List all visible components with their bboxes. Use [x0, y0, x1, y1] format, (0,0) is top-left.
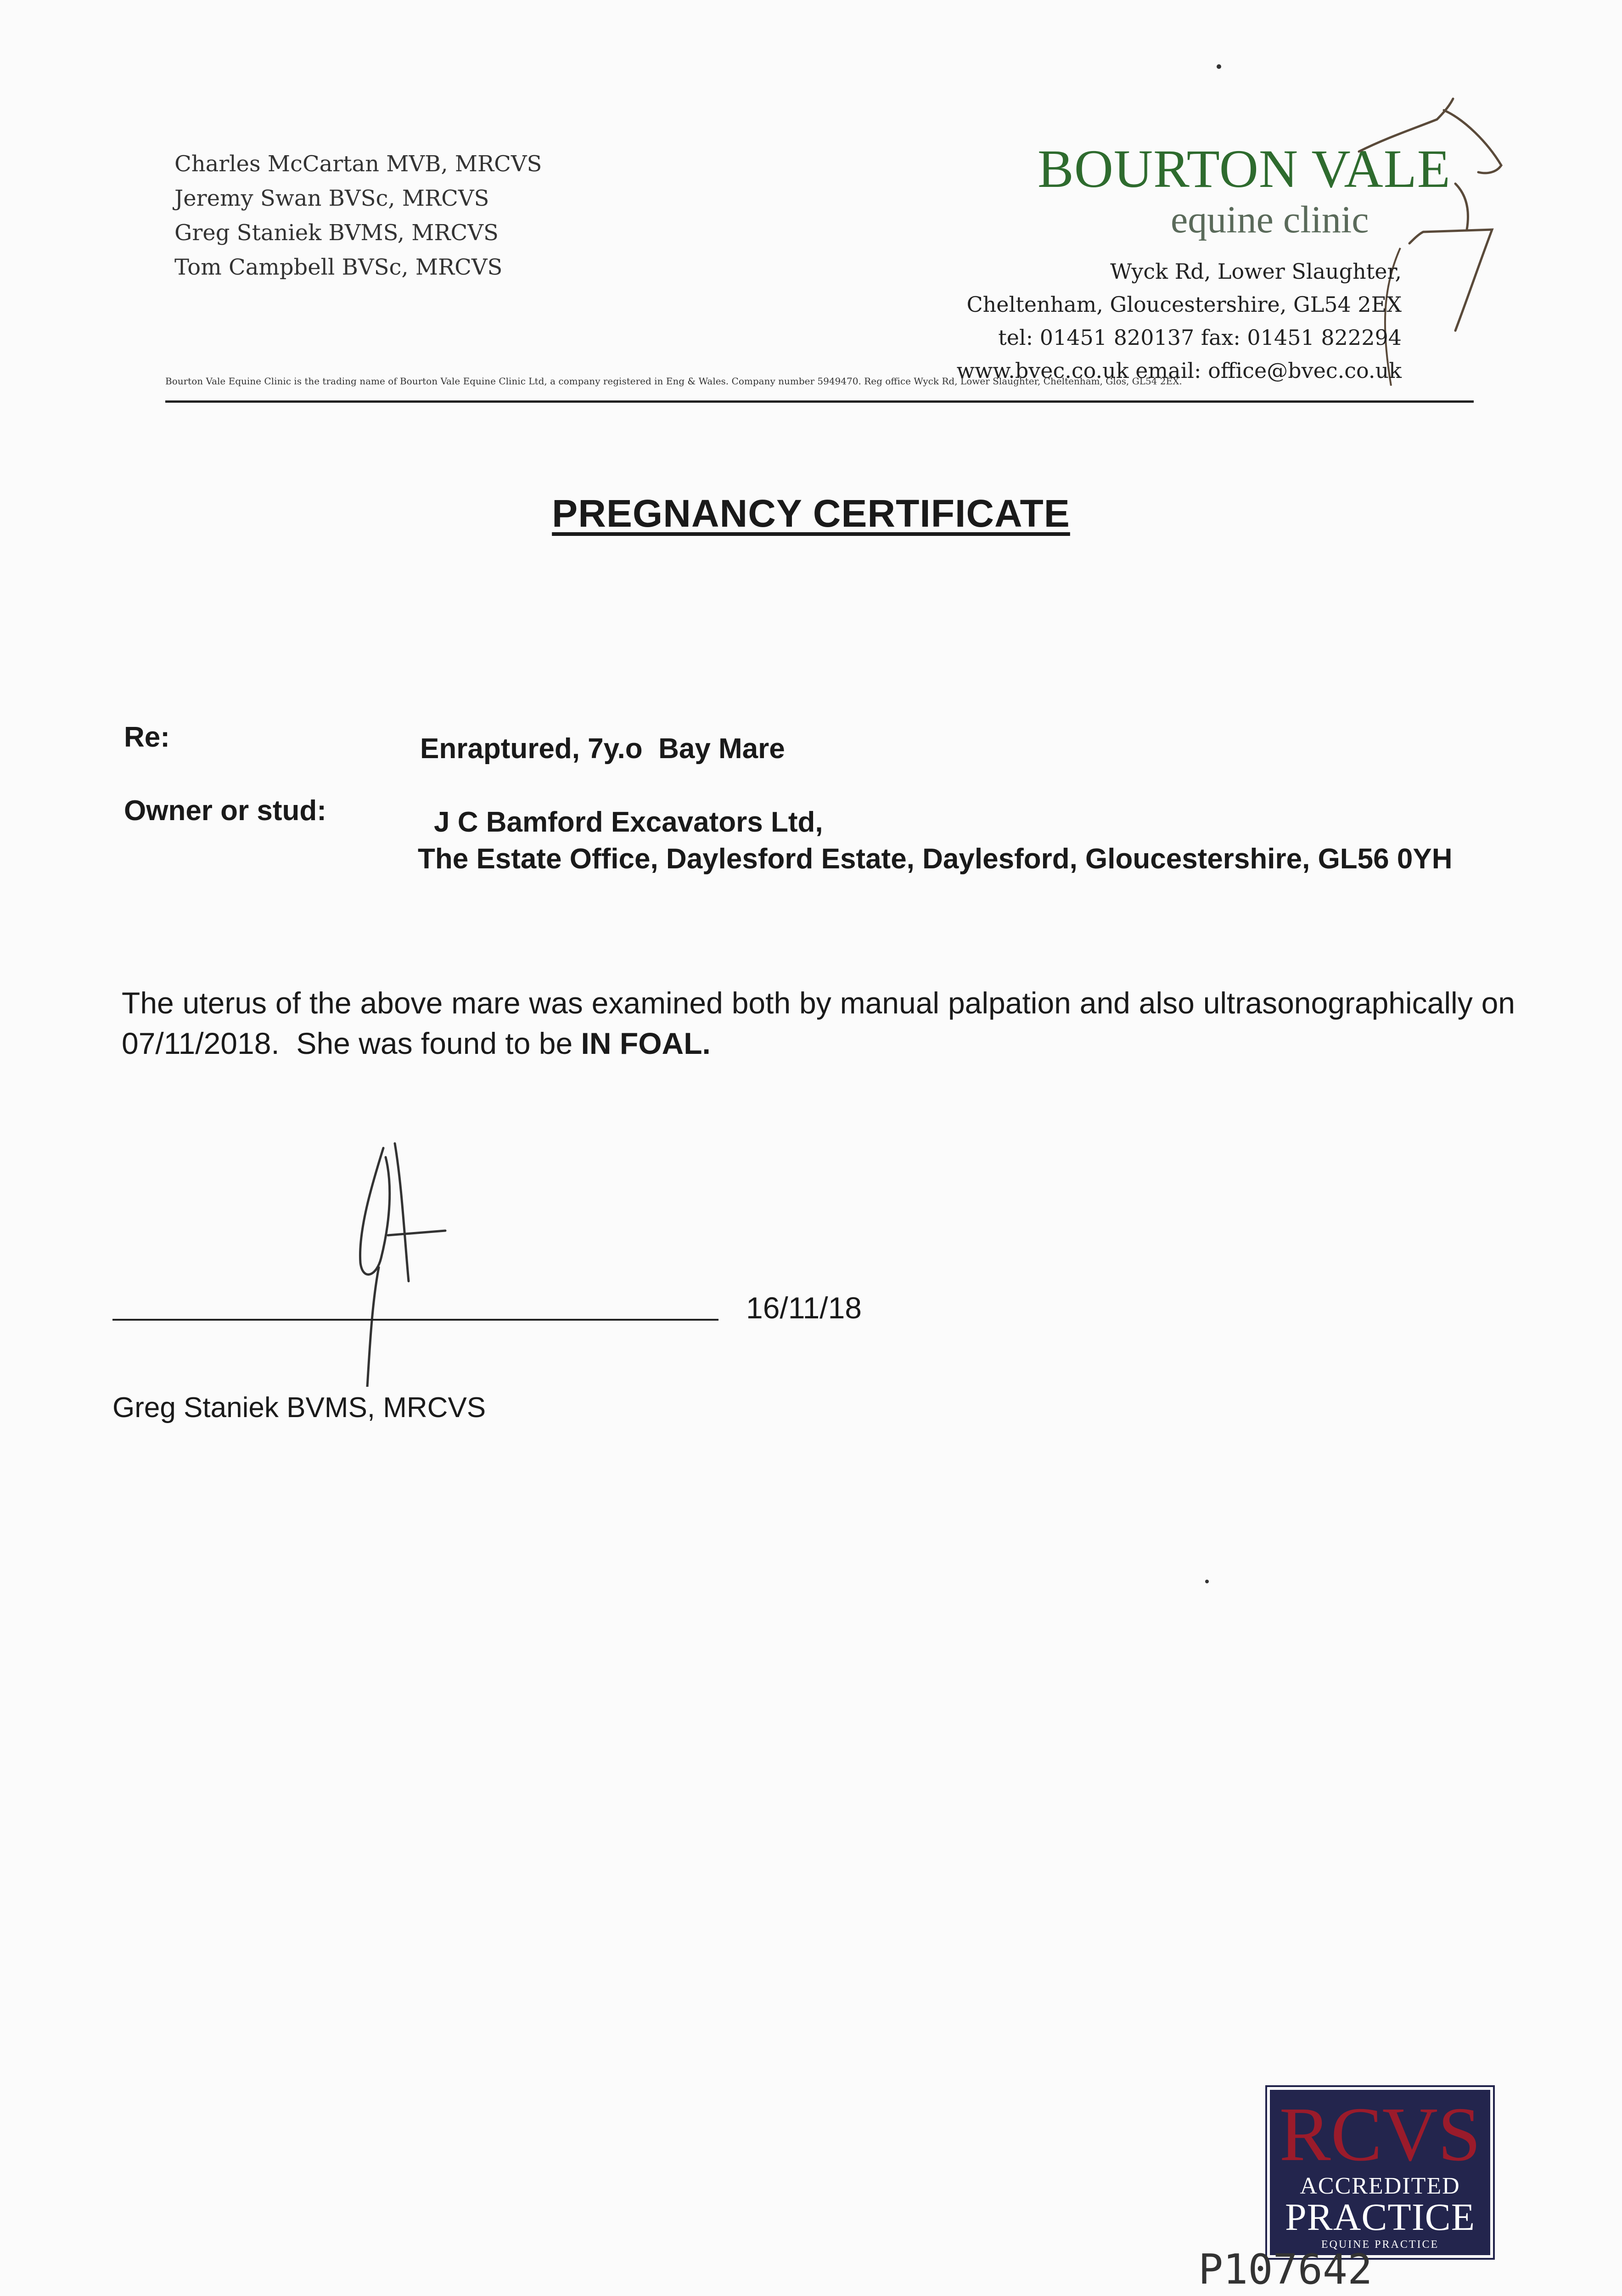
header-divider	[165, 400, 1474, 403]
vet-list	[174, 147, 542, 285]
examination-statement	[122, 983, 1524, 1064]
company-registration-text: Bourton Vale Equine Clinic is the trading name of Bourton Vale Equine Clinic Ltd, a company registered in Eng & Wales. Company number 5949470. Reg office Wyck Rd, Lower Slaughter, Cheltenham, Glos, GL54 2EX.	[165, 376, 1182, 387]
contact-phone-fax: tel: 01451 820137 fax: 01451 822294	[998, 325, 1402, 350]
result-emphasis: IN FOAL.	[581, 1026, 711, 1060]
rcvs-accreditation-badge	[1267, 2087, 1493, 2258]
badge-rcvs: RCVS	[1279, 2092, 1481, 2177]
statement-text: The uterus of the above mare was examined both by manual palpation and also ultrasonographically on 07/11/2018. She was found to be	[122, 986, 1524, 1060]
badge-equine-practice: EQUINE PRACTICE	[1321, 2239, 1439, 2251]
clinic-subtitle: equine clinic	[1171, 198, 1369, 241]
vet-name: Greg Staniek BVMS, MRCVS	[174, 220, 499, 246]
contact-web-email: www.bvec.co.uk email: office@bvec.co.uk	[956, 358, 1402, 383]
badge-practice: PRACTICE	[1285, 2196, 1476, 2239]
clinic-name: BOURTON VALE	[1038, 139, 1451, 199]
address-line: Wyck Rd, Lower Slaughter,	[1110, 259, 1402, 284]
signature-icon	[340, 1130, 477, 1387]
owner-name: J C Bamford Excavators Ltd,	[434, 806, 823, 838]
signature-line	[112, 1319, 718, 1321]
scan-speck	[1205, 1580, 1209, 1583]
vet-name: Charles McCartan MVB, MRCVS	[174, 151, 542, 177]
clinic-address	[957, 255, 1402, 387]
certificate-title-wrapper	[0, 491, 1622, 536]
horse-details: Enraptured, 7y.o Bay Mare	[420, 733, 785, 765]
signature-date: 16/11/18	[746, 1291, 862, 1325]
vet-name: Tom Campbell BVSc, MRCVS	[174, 254, 503, 280]
handwritten-reference: P107642	[1198, 2245, 1373, 2294]
badge-accredited: ACCREDITED	[1300, 2173, 1460, 2199]
scan-speck	[1217, 64, 1221, 69]
signer-name: Greg Staniek BVMS, MRCVS	[112, 1392, 486, 1424]
owner-address: The Estate Office, Daylesford Estate, Daylesford, Gloucestershire, GL56 0YH	[418, 843, 1453, 875]
owner-label: Owner or stud:	[124, 795, 326, 827]
certificate-title: PREGNANCY CERTIFICATE	[552, 492, 1070, 535]
re-label: Re:	[124, 721, 170, 753]
vet-name: Jeremy Swan BVSc, MRCVS	[174, 186, 489, 211]
address-line: Cheltenham, Gloucestershire, GL54 2EX	[966, 292, 1402, 317]
